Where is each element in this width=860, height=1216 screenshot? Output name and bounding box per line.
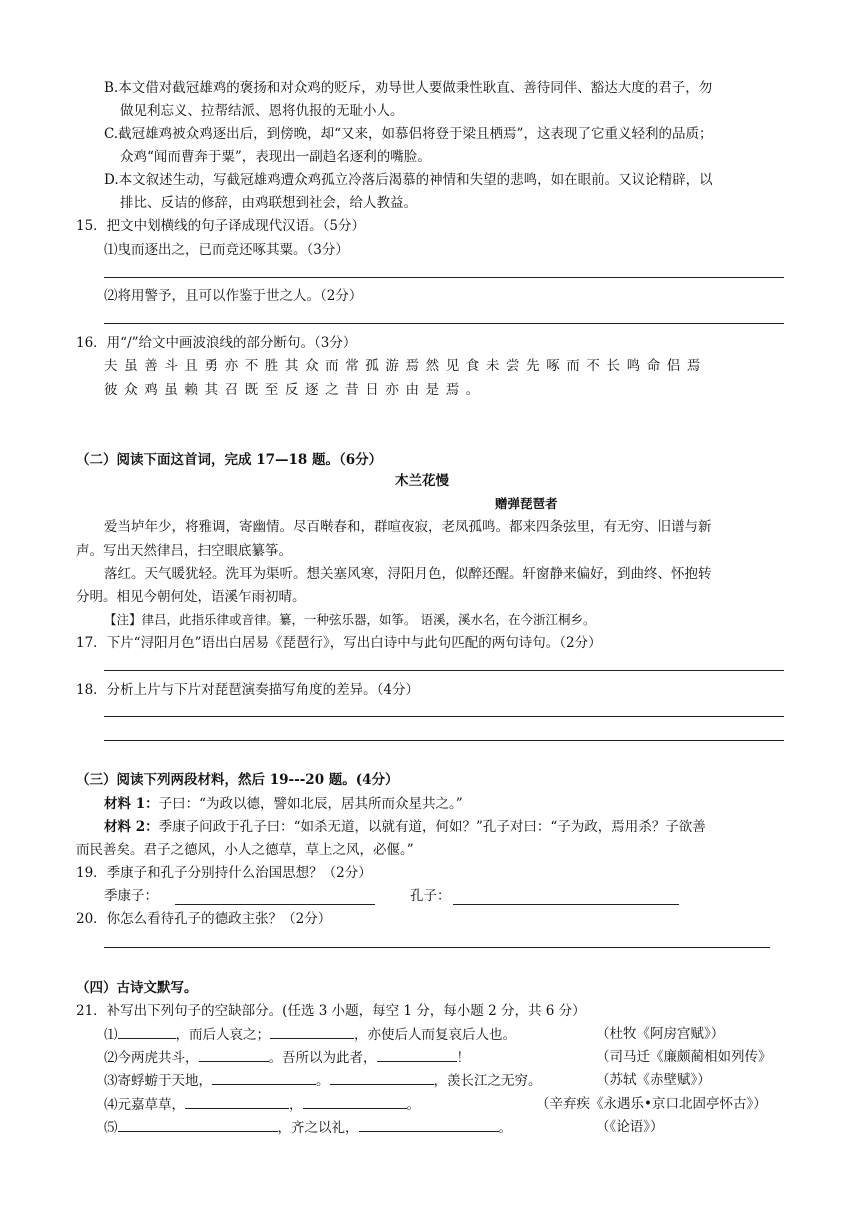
- option-b-line1: B.本文借对截冠雄鸡的褒扬和对众鸡的贬斥，劝导世人要做秉性耿直、善待同伴、豁达大度的君子，勿: [104, 80, 713, 96]
- q21-r1-mid: ，而后人哀之；: [175, 1027, 270, 1043]
- q21-title: 21．补写出下列句子的空缺部分。(任选 3 小题，每空 1 分，每小题 2 分，共 6 分）: [76, 1003, 586, 1019]
- q21-r1-source: （杜牧《阿房宫赋》）: [596, 1026, 725, 1042]
- q18-answer-line1[interactable]: [104, 716, 784, 717]
- q17-title: 17．下片“浔阳月色”语出白居易《琵琶行》，写出白诗中与此句匹配的两句诗句。（2分）: [76, 635, 602, 651]
- q21-r3-blank2[interactable]: [330, 1070, 434, 1085]
- q21-r3-blank1[interactable]: [212, 1070, 316, 1085]
- q18-answer-line2[interactable]: [104, 740, 784, 741]
- q21-r5-source: （《论语》）: [596, 1119, 664, 1135]
- section3-heading: （三）阅读下列两段材料，然后 19---20 题。(4分）: [76, 772, 399, 788]
- q21-r2-mid: 。吾所以为此者，: [268, 1050, 377, 1066]
- q21-r5-blank2[interactable]: [359, 1117, 499, 1132]
- material2: [104, 817, 706, 837]
- q21-r4-start: ⑷元嘉草草，: [104, 1097, 185, 1113]
- q21-row2: [104, 1047, 470, 1068]
- material2-line2: 而民善矣。君子之德风，小人之德草，草上之风，必偃。”: [76, 842, 414, 858]
- q21-r4-blank1[interactable]: [185, 1094, 289, 1109]
- q21-r3-source: （苏轼《赤壁赋》）: [596, 1072, 711, 1088]
- q21-row4: [104, 1094, 420, 1115]
- q21-row1: [104, 1024, 516, 1045]
- poem-p2-line1: 落红。天气暖犹轻。洗耳为渠听。想关塞风寒，浔阳月色，似醉还醒。轩窗静来偏好，到曲终、怀抱转: [104, 566, 712, 582]
- poem-p2-line2: 分明。相见今朝何处，语溪乍雨初晴。: [76, 589, 306, 605]
- q19-jikangzi-blank[interactable]: [175, 904, 375, 905]
- q21-r2-source: （司马迁《廉颇蔺相如列传》: [596, 1049, 772, 1065]
- material1-label: 材料 1：: [104, 796, 159, 812]
- material1-text: 子曰：“为政以德，譬如北辰，居其所而众星共之。”: [158, 796, 463, 812]
- q21-r3-start: ⑶寄蜉蝣于天地，: [104, 1073, 212, 1089]
- q21-r3-end: ，羡长江之无穷。: [433, 1073, 542, 1089]
- q21-r1-end: ，亦使后人而复哀后人也。: [354, 1027, 516, 1043]
- q21-row5: [104, 1117, 512, 1138]
- poem-note: 【注】律吕，此指乐律或音律。纂，一种弦乐器，如筝。 语溪，溪水名，在今浙江桐乡。: [104, 612, 596, 627]
- q21-r5-mid: ，齐之以礼，: [277, 1120, 359, 1136]
- option-d-line2: 排比、反诘的修辞，由鸡联想到社会，给人教益。: [120, 195, 417, 211]
- section2-heading: （二）阅读下面这首词，完成 17—18 题。（6分）: [76, 452, 383, 468]
- section4-heading: （四）古诗文默写。: [76, 980, 198, 996]
- q21-r1-blank1[interactable]: [118, 1024, 176, 1039]
- option-b-line2: 做见利忘义、拉帮结派、恩将仇报的无耻小人。: [120, 103, 404, 119]
- material2-label: 材料 2：: [104, 819, 159, 835]
- q21-r4-source: （辛弃疾《永遇乐•京口北固亭怀古》）: [536, 1096, 767, 1112]
- q16-text-line2: 彼众鸡虽赖其召既至反逐之昔日亦由是焉。: [104, 382, 486, 398]
- poem-p1-line1: 爱当垆年少，将雅调，寄幽情。尽百啭春和，群喧夜寂，老凤孤鸣。都来四条弦里，有无穷、旧谱与新: [104, 519, 712, 535]
- q19-jikangzi-label: 季康子：: [104, 888, 158, 904]
- q21-r4-blank2[interactable]: [303, 1094, 407, 1109]
- q21-r2-end: ！: [456, 1050, 470, 1066]
- q21-r2-start: ⑵今两虎共斗，: [104, 1050, 199, 1066]
- q18-title: 18．分析上片与下片对琵琶演奏描写角度的差异。（4分）: [76, 682, 420, 698]
- q19-kongzi-label: 孔子：: [410, 888, 451, 904]
- poem-title: 木兰花慢: [395, 473, 449, 489]
- q21-r5-end: 。: [498, 1120, 512, 1136]
- q17-answer-line[interactable]: [104, 670, 784, 671]
- q20-answer-line[interactable]: [104, 947, 770, 948]
- material2-text: 季康子问政于孔子曰：“如杀无道，以就有道，何如？”孔子对曰：“子为政，焉用杀？子欲善: [158, 819, 706, 835]
- q15-answer-line1[interactable]: [104, 277, 784, 278]
- q19-title: 19．季康子和孔子分别持什么治国思想？（2分）: [76, 865, 372, 881]
- q21-r1-blank2[interactable]: [270, 1024, 354, 1039]
- q21-r4-mid: ，: [289, 1097, 303, 1113]
- q16-text-line1: 夫虽善斗且勇亦不胜其众而常孤游焉然见食未尝先啄而不长鸣命侣焉: [104, 358, 707, 374]
- option-d-line1: D.本文叙述生动，写截冠雄鸡遭众鸡孤立冷落后渴慕的神情和失望的悲鸣，如在眼前。又议论精辟，以: [104, 172, 713, 188]
- q21-r2-blank2[interactable]: [377, 1047, 457, 1062]
- q20-title: 20．你怎么看待孔子的德政主张？（2分）: [76, 911, 332, 927]
- option-c-line2: 众鸡“闻而曹奔于粟”，表现出一副趋名逐利的嘴脸。: [120, 149, 431, 165]
- q15-part1: ⑴曳而逐出之，已而竞还啄其粟。（3分）: [104, 242, 349, 258]
- q21-r3-mid: 。: [316, 1073, 330, 1089]
- option-c-line1: C.截冠雄鸡被众鸡逐出后，到傍晚，却“又来，如慕侣将登于梁且栖焉”，这表现了它重义轻利的品质；: [104, 126, 713, 142]
- q15-answer-line2[interactable]: [104, 323, 784, 324]
- poem-subtitle: 赠弹琵琶者: [495, 496, 558, 511]
- poem-p1-line2: 声。写出天然律吕，扫空眼底纂筝。: [76, 543, 292, 559]
- q21-r5-blank1[interactable]: [118, 1117, 278, 1132]
- q21-r5-num: ⑸: [104, 1120, 118, 1136]
- q19-kongzi-blank[interactable]: [453, 904, 679, 905]
- q21-row3: [104, 1070, 542, 1091]
- material1: [104, 794, 463, 814]
- q21-r4-end: 。: [406, 1097, 420, 1113]
- q21-r2-blank1[interactable]: [199, 1047, 269, 1062]
- q15-title: 15．把文中划横线的句子译成现代汉语。（5分）: [76, 218, 366, 234]
- q15-part2: ⑵将用警予，且可以作鉴于世之人。（2分）: [104, 288, 363, 304]
- q16-title: 16．用“/”给文中画波浪线的部分断句。（3分）: [76, 335, 357, 351]
- q21-r1-num: ⑴: [104, 1027, 118, 1043]
